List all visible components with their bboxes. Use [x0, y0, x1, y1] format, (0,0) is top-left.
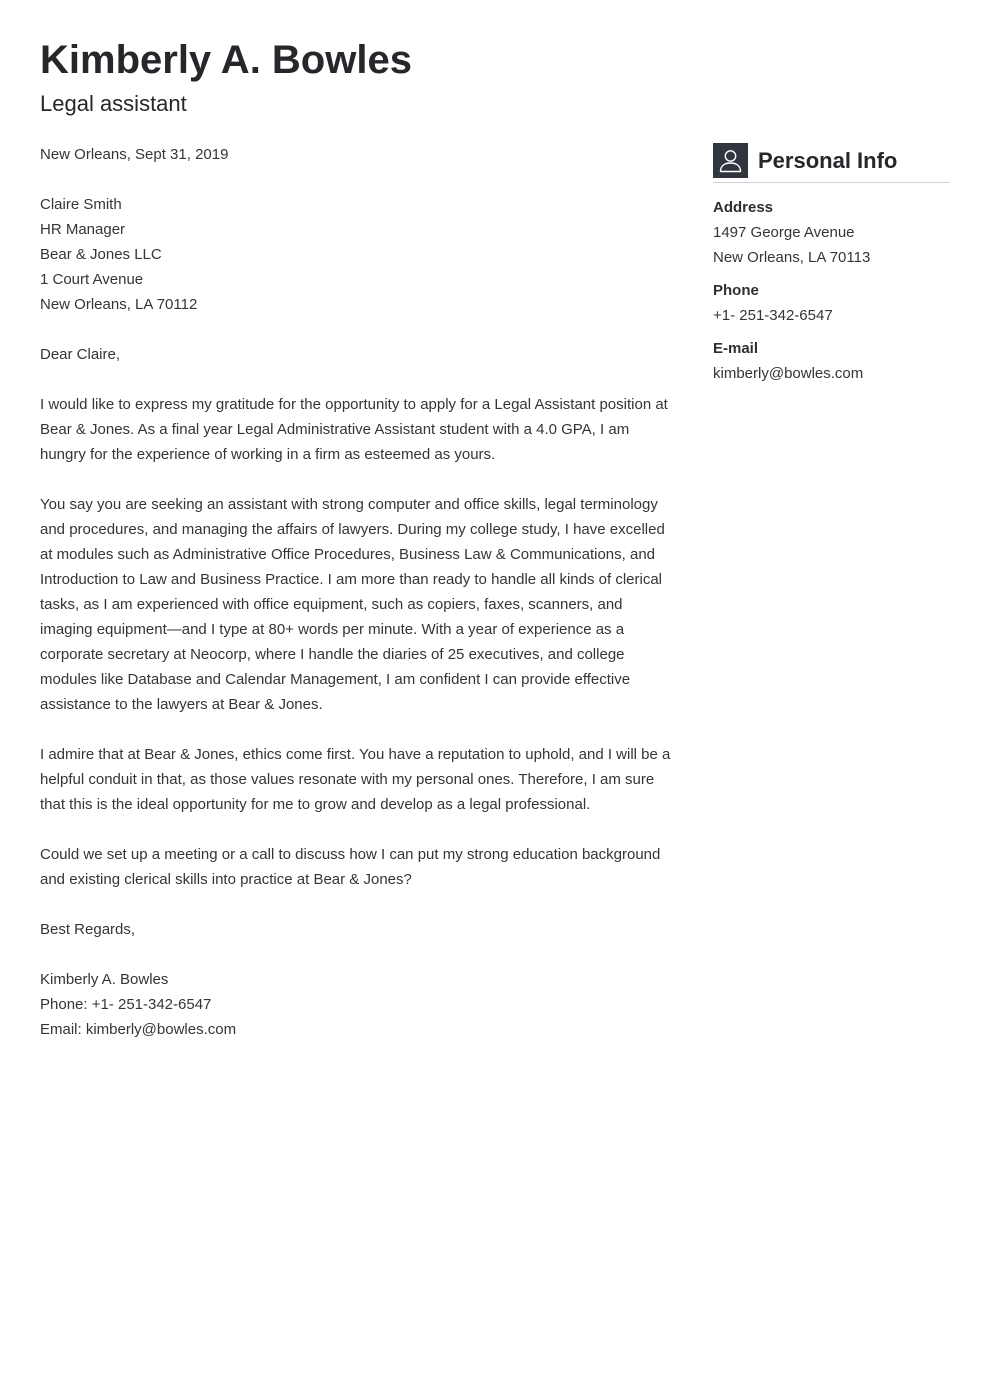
recipient-company: Bear & Jones LLC	[40, 246, 162, 263]
salutation	[40, 342, 676, 367]
email-label: E-mail	[713, 340, 759, 357]
signature-phone: Phone: +1- 251-342-6547	[40, 996, 212, 1013]
paragraph-4: Could we set up a meeting or a call to discuss how I can put my strong education background and existing clerical skills into practice at Bear & Jones?	[40, 846, 661, 888]
header	[40, 36, 940, 118]
address-line-1: 1497 George Avenue	[713, 224, 855, 241]
phone-group	[713, 278, 950, 328]
recipient-name: Claire Smith	[40, 196, 122, 213]
signature-block	[40, 967, 676, 1042]
signature-email: Email: kimberly@bowles.com	[40, 1021, 237, 1038]
recipient-address	[40, 192, 676, 317]
recipient-city: New Orleans, LA 70112	[40, 296, 198, 313]
paragraph-3: I admire that at Bear & Jones, ethics come first. You have a reputation to uphold, and I will be a helpful conduit in that, as those values resonate with my personal ones. Therefore, I am sure that this is the ideal opportunity for me to grow and develop as a legal professional.	[40, 746, 671, 813]
address-label: Address	[713, 199, 774, 216]
recipient-title: HR Manager	[40, 221, 126, 238]
date-line: New Orleans, Sept 31, 2019	[40, 146, 229, 163]
paragraph-2: You say you are seeking an assistant with strong computer and office skills, legal terminology and procedures, and managing the affairs of lawyers. During my college study, I have excelled at modules such as Administrative Office Procedures, Business Law & Communications, and Introduction to Law and Business Practice. I am more than ready to handle all kinds of clerical tasks, as I am experienced with office equipment, such as copiers, faxes, scanners, and imaging equipment—and I type at 80+ words per minute. With a year of experience as a corporate secretary at Neocorp, where I handle the diaries of 25 executives, and college modules like Database and Calendar Management, I am confident I can provide effective assistance to the lawyers at Bear & Jones.	[40, 496, 665, 713]
applicant-name: Kimberly A. Bowles	[40, 38, 412, 82]
person-icon	[713, 143, 748, 178]
address-group	[713, 195, 950, 270]
phone-value: +1- 251-342-6547	[713, 307, 833, 324]
closing-text: Best Regards,	[40, 921, 136, 938]
sidebar-title: Personal Info	[758, 148, 898, 173]
personal-info-header	[713, 143, 950, 183]
job-title: Legal assistant	[40, 91, 187, 116]
closing	[40, 917, 676, 942]
personal-info-sidebar	[713, 143, 950, 394]
cover-letter-body	[40, 142, 676, 1067]
personal-info-list	[713, 195, 950, 386]
salutation-text: Dear Claire,	[40, 346, 121, 363]
email-group	[713, 336, 950, 386]
phone-label: Phone	[713, 282, 759, 299]
email-value: kimberly@bowles.com	[713, 365, 864, 382]
recipient-street: 1 Court Avenue	[40, 271, 144, 288]
paragraph-1: I would like to express my gratitude for the opportunity to apply for a Legal Assistant position at Bear & Jones. As a final year Legal Administrative Assistant student with a 4.0 GPA, I am hungry for the experience of working in a firm as esteemed as yours.	[40, 396, 668, 463]
letter-date	[40, 142, 676, 167]
address-line-2: New Orleans, LA 70113	[713, 249, 871, 266]
signature-name: Kimberly A. Bowles	[40, 971, 169, 988]
